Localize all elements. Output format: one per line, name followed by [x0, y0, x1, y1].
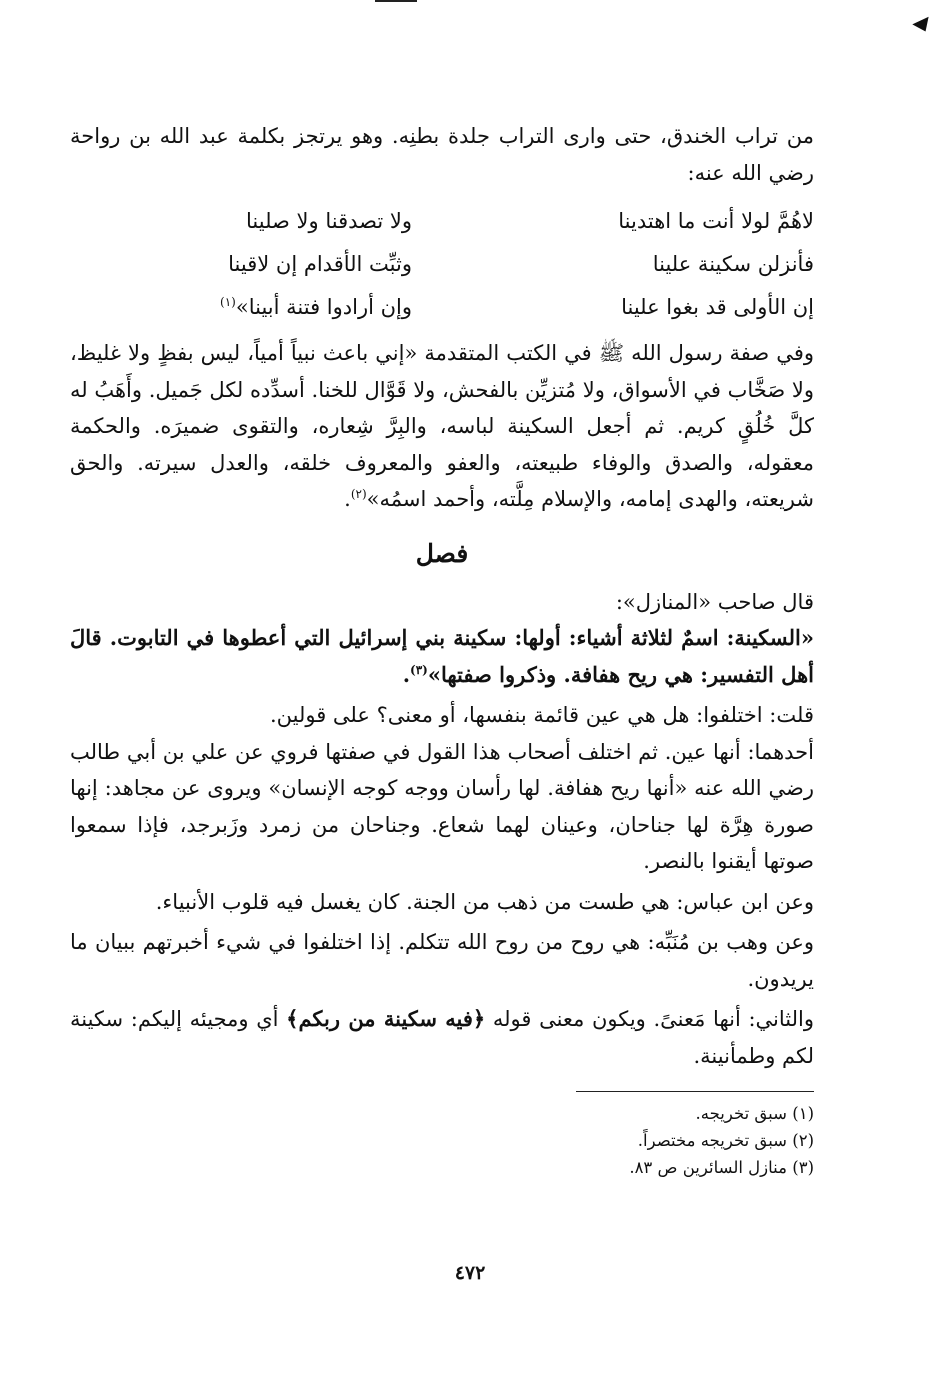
paragraph-8: وعن وهب بن مُنَبِّه: هي روح من روح الله تتكلم. إذا اختلفوا في شيء أخبرتهم ببيان ما يريدون. [70, 930, 814, 991]
quote-paragraph [70, 620, 814, 693]
verse-2-first-half: فأنزلن سكينة علينا [652, 252, 814, 276]
verse-1-first-half: لاهُمَّ لولا أنت ما اهتدينا [618, 209, 814, 233]
verse-1-second-half: ولا تصدقنا ولا صلينا [246, 209, 412, 233]
footnote-rule [576, 1091, 814, 1092]
footnote-text: سبق تخريجه. [695, 1104, 787, 1123]
paragraph-9 [70, 1001, 814, 1074]
verse-3-second-half [70, 286, 422, 329]
quote-text: «السكينة: اسمٌ لثلاثة أشياء: أولها: سكينة بني إسرائيل التي أعطوها في التابوت. قالَ أهل التفسير: هي ريح هفافة. وذكروا صفتها» [70, 625, 814, 687]
footnote-3 [70, 1154, 814, 1181]
top-rule [375, 0, 417, 2]
paragraph-9-text-a: والثاني: أنها مَعنىً. ويكون معنى قوله [492, 1007, 814, 1031]
section-heading: فصل [415, 538, 469, 568]
footnote-ref-1: (١) [220, 295, 236, 309]
footnote-text: سبق تخريجه مختصراً. [637, 1131, 787, 1150]
paragraph-3: قال صاحب «المنازل»: [615, 589, 814, 614]
footnote-text: منازل السائرين ص ٨٣. [629, 1158, 787, 1177]
poem [70, 200, 814, 329]
quote-period: . [402, 661, 411, 687]
verse-3-first-half: إن الأولى قد بغوا علينا [621, 295, 814, 319]
footnote-2 [70, 1127, 814, 1154]
verse-2-second-half: وثبِّت الأقدام إن لاقينا [228, 252, 412, 276]
footnote-ref-3: (٣) [410, 662, 428, 677]
corner-arrow-icon [912, 17, 933, 35]
footnote-number: (١) [792, 1104, 814, 1123]
footnote-ref-2: (٢) [350, 487, 367, 501]
paragraph-2-text: وفي صفة رسول الله ﷺ في الكتب المتقدمة «إني باعث نبياً أمياً، ليس بفظٍ ولا غليظ، ولا صَخَّاب في الأسواق، ولا مُتزيِّن بالفحش، ولا قَوَّال للخنا. أسدِّده لكل جَميل. وأَهَبُ له كلَّ خُلُقٍ كريم. ثم أجعل السكينة لباسه، والبِرَّ شِعاره، والتقوى ضميرَه. والحكمة معقوله، والصدق والوفاء طبيعته، والعفو والمعروف خلقه، والعدل سيرته. والحق شريعته، والهدى إمامه، والإسلام مِلَّته، وأحمد اسمُه» [70, 341, 814, 511]
paragraph-6: أحدهما: أنها عين. ثم اختلف أصحاب هذا القول في صفتها فروي عن علي بن أبي طالب رضي الله عنه «أنها ريح هفافة. لها رأسان ووجه كوجه الإنسان» ويروى عن مجاهد: إنها صورة هِرَّة لها جناحان، وعينان لهما شعاع. وجناحان من زمرد وزَبرجد، فإذا سمعوا صوتها أيقنوا بالنصر. [70, 739, 814, 873]
paragraph-5: قلت: اختلفوا: هل هي عين قائمة بنفسها، أو معنى؟ على قولين. [269, 703, 814, 727]
footnote-1 [70, 1100, 814, 1127]
verse-3-text: وإن أرادوا فتنة أبينا» [235, 295, 412, 319]
paragraph-1: من تراب الخندق، حتى وارى التراب جلدة بطنِه. وهو يرتجز بكلمة عبد الله بن رواحة رضي الله عنه: [70, 124, 814, 185]
paragraph-2 [70, 335, 814, 518]
paragraph-7: وعن ابن عباس: هي طست من ذهب من الجنة. كان يغسل فيه قلوب الأنبياء. [155, 889, 814, 914]
page-body [70, 118, 814, 1181]
paragraph-2-period: . [344, 487, 351, 511]
paragraph-9-text-b: أي ومجيئه إليكم: سكينة لكم وطمأنينة. [70, 1007, 814, 1068]
quran-quote: ﴿فيه سكينة من ربكم﴾ [286, 1006, 486, 1031]
footnote-number: (٢) [792, 1131, 814, 1150]
footnote-number: (٣) [792, 1158, 814, 1177]
page-number: ٤٧٢ [454, 1262, 486, 1284]
